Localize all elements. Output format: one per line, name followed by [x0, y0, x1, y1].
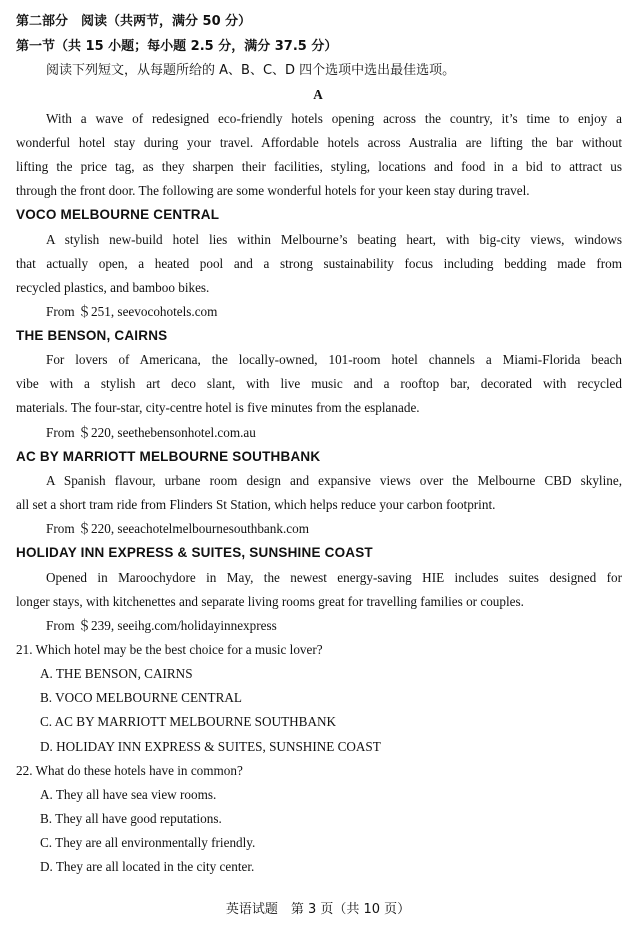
hotel-description-line: materials. The four-star, city-centre hotel is five minutes from the esplanade.: [16, 400, 420, 415]
hotel-description-line: Opened in Maroochydore in May, the newest energy-saving HIE includes suites designed for: [46, 570, 622, 585]
answer-option: A. They all have sea view rooms.: [40, 787, 217, 802]
hotel-price: From ＄251, seevocohotels.com: [46, 304, 218, 319]
hotel-name: HOLIDAY INN EXPRESS & SUITES, SUNSHINE COAST: [16, 545, 373, 560]
question-stem: 22. What do these hotels have in common?: [16, 763, 243, 778]
hotel-name: VOCO MELBOURNE CENTRAL: [16, 207, 220, 222]
hotel-name: AC BY MARRIOTT MELBOURNE SOUTHBANK: [16, 449, 321, 464]
hotel-description-line: longer stays, with kitchenettes and separate living rooms great for travelling families or couples.: [16, 594, 524, 609]
passage-letter: A: [313, 87, 323, 102]
hotel-description-line: For lovers of Americana, the locally-owned, 101-room hotel channels a Miami-Florida beach: [46, 352, 622, 367]
hotel-description-line: that actually open, a heated pool and a strong sustainability focus including bedding made from: [16, 256, 622, 271]
intro-line: lifting the price tag, as they sharpen their facilities, styling, locations and food in a bid to attract us: [16, 159, 622, 174]
intro-line: With a wave of redesigned eco-friendly hotels opening across the country, it’s time to enjoy a: [46, 111, 622, 126]
question-stem: 21. Which hotel may be the best choice for a music lover?: [16, 642, 323, 657]
hotel-description-line: recycled plastics, and bamboo bikes.: [16, 280, 210, 295]
section-heading: 第一节（共 15 小题；每小题 2.5 分，满分 37.5 分）: [16, 39, 338, 54]
intro-line: through the front door. The following are some wonderful hotels for your keen stay during travel.: [16, 183, 530, 198]
instruction: 阅读下列短文，从每题所给的 A、B、C、D 四个选项中选出最佳选项。: [46, 63, 456, 78]
hotel-description-line: A stylish new-build hotel lies within Melbourne’s beating heart, with big-city views, windows: [46, 232, 622, 247]
part-heading: 第二部分 阅读（共两节，满分 50 分）: [16, 14, 252, 29]
answer-option: B. They all have good reputations.: [40, 811, 222, 826]
hotel-price: From ＄220, seethebensonhotel.com.au: [46, 425, 256, 440]
answer-option: B. VOCO MELBOURNE CENTRAL: [40, 690, 242, 705]
hotel-description-line: A Spanish flavour, urbane room design and expansive views over the Melbourne CBD skyline,: [46, 473, 622, 488]
answer-option: A. THE BENSON, CAIRNS: [40, 666, 193, 681]
answer-option: C. AC BY MARRIOTT MELBOURNE SOUTHBANK: [40, 714, 337, 729]
answer-option: C. They are all environmentally friendly.: [40, 835, 256, 850]
intro-line: wonderful hotel stay during your travel. Affordable hotels across Australia are lifting the bar without: [16, 135, 622, 150]
hotel-description-line: vibe with a stylish art deco slant, with live music and a rooftop bar, decorated with recycled: [16, 376, 622, 391]
hotel-description-line: all set a short tram ride from Flinders St Station, which helps reduce your carbon footprint.: [16, 497, 496, 512]
hotel-name: THE BENSON, CAIRNS: [16, 328, 168, 343]
page-footer: 英语试题 第 3 页（共 10 页）: [225, 902, 411, 917]
answer-option: D. HOLIDAY INN EXPRESS & SUITES, SUNSHINE COAST: [40, 739, 381, 754]
hotel-price: From ＄239, seeihg.com/holidayinnexpress: [46, 618, 277, 633]
hotel-price: From ＄220, seeachotelmelbournesouthbank.com: [46, 521, 309, 536]
answer-option: D. They are all located in the city center.: [40, 859, 255, 874]
